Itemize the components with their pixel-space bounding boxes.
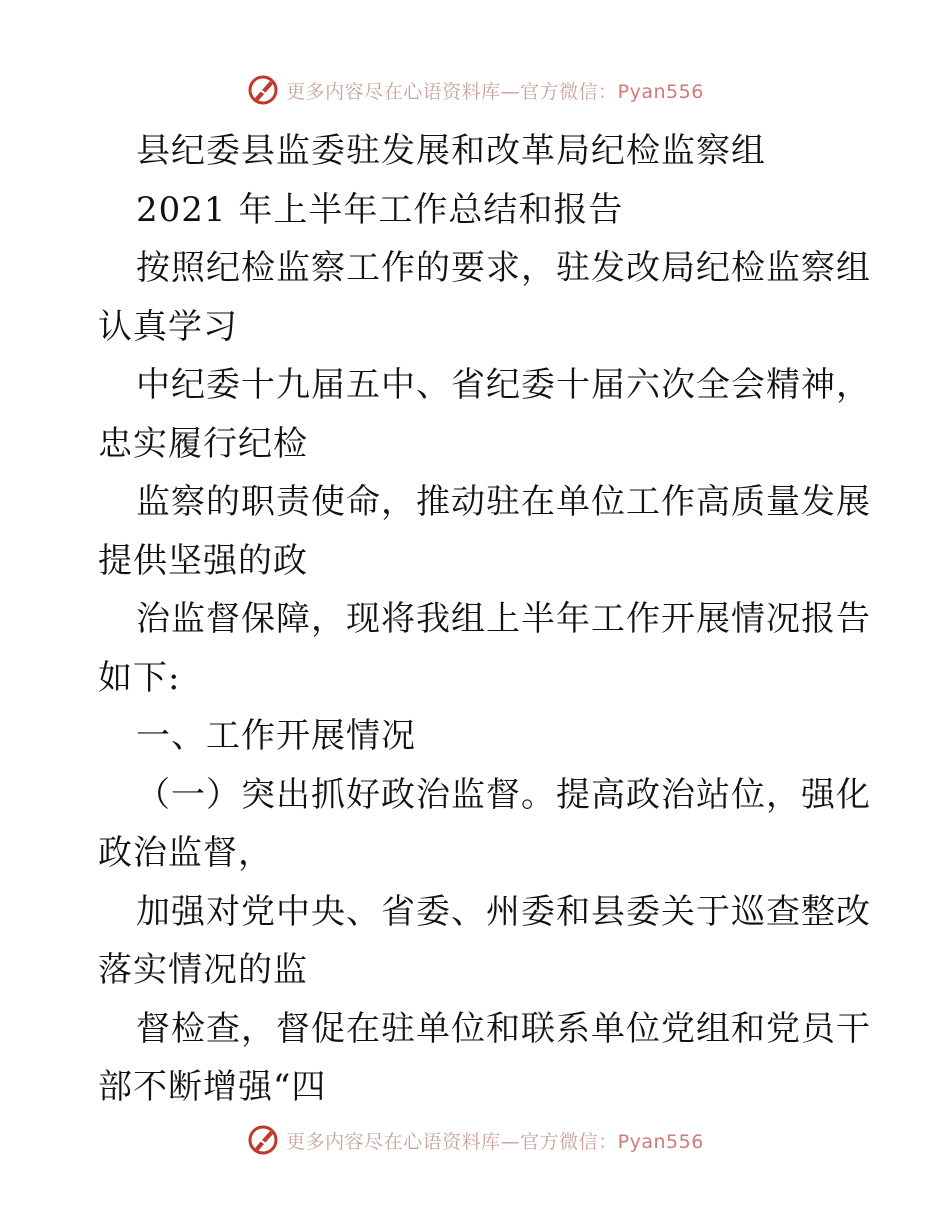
paragraph-line: 政治监督， bbox=[98, 833, 273, 873]
paragraph-line: 加强对党中央、省委、州委和县委关于巡查整改 bbox=[136, 891, 871, 932]
document-body bbox=[98, 122, 871, 1117]
subsection-line: （一）突出抓好政治监督。提高政治站位，强化 bbox=[136, 774, 871, 815]
watermark-banner-bottom bbox=[0, 1120, 950, 1160]
paragraph-line: 监察的职责使命，推动驻在单位工作高质量发展 bbox=[136, 482, 871, 522]
paragraph-line: 中纪委十九届五中、省纪委十届六次全会精神， bbox=[136, 365, 871, 405]
pen-swirl-logo-icon bbox=[246, 73, 280, 107]
paragraph-line: 如下: bbox=[98, 657, 181, 698]
section-heading: 一、工作开展情况 bbox=[136, 716, 416, 756]
doc-title-line-1: 县纪委县监委驻发展和改革局纪检监察组 bbox=[136, 131, 766, 171]
paragraph-line: 忠实履行纪检 bbox=[98, 423, 308, 464]
paragraph-line: 提供坚强的政 bbox=[98, 540, 308, 581]
paragraph-line: 落实情况的监 bbox=[98, 950, 308, 990]
watermark-text: 更多内容尽在心语资料库—官方微信：Pyan556 bbox=[286, 80, 704, 103]
paragraph-line: 部不断增强“四 bbox=[98, 1067, 327, 1107]
paragraph-line: 治监督保障，现将我组上半年工作开展情况报告 bbox=[136, 599, 871, 639]
watermark-banner-top bbox=[0, 70, 950, 110]
pen-swirl-logo-icon bbox=[246, 1123, 280, 1157]
paragraph-line: 按照纪检监察工作的要求，驻发改局纪检监察组 bbox=[136, 248, 871, 288]
paragraph-line: 认真学习 bbox=[98, 306, 238, 347]
doc-title-line-2: 2021 年上半年工作总结和报告 bbox=[136, 189, 624, 230]
watermark-text: 更多内容尽在心语资料库—官方微信：Pyan556 bbox=[286, 1130, 704, 1153]
paragraph-line: 督检查，督促在驻单位和联系单位党组和党员干 bbox=[136, 1008, 871, 1049]
